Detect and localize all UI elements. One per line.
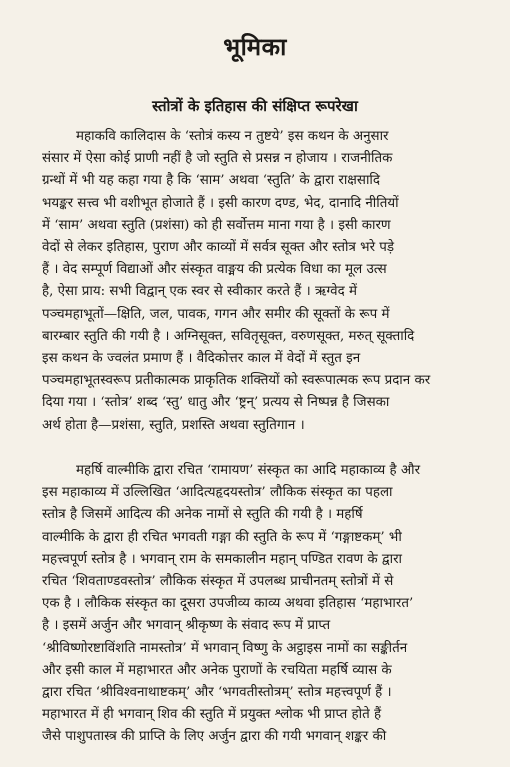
paragraph-line: अर्थ होता है—प्रशंसा, स्तुति, प्रशस्ति अथवा स्तुतिगान । xyxy=(42,417,305,433)
paragraph-line: है । इसमें अर्जुन और भगवान् श्रीकृष्ण के संवाद रूप में प्राप्त xyxy=(42,618,331,634)
paragraph-line: महाभारत में ही भगवान् शिव की स्तुति में प्रयुक्त श्लोक भी प्राप्त होते हैं xyxy=(42,707,382,723)
paragraph-line: और इसी काल में महाभारत और अनेक पुराणों के रचयिता महर्षि व्यास के xyxy=(42,662,392,678)
paragraph-line: ‘श्रीविष्णोरष्टाविंशति नामस्तोत्र’ में भगवान् विष्णु के अट्ठाइस नामों का सङ्कीर्तन xyxy=(42,640,408,656)
paragraph-line: जैसे पाशुपतास्त्र की प्राप्ति के लिए अर्जुन द्वारा की गयी भगवान् शङ्कर की xyxy=(42,729,387,745)
paragraph-line: है, ऐसा प्राय: सभी विद्वान् एक स्वर से स्वीकार करते हैं । ऋग्वेद में xyxy=(42,284,357,300)
paragraph-line: ग्रन्थों में भी यह कहा गया है कि ‘साम’ अथवा ‘स्तुति’ के द्वारा राक्षसादि xyxy=(42,173,380,189)
paragraph-line: बारम्बार स्तुति की गयी है । अग्निसूक्त, सवितृसूक्त, वरुणसूक्त, मरुत् सूक्तादि xyxy=(42,328,415,344)
paragraph-2 xyxy=(42,460,490,749)
paragraph-line: पञ्चमहाभूतों—क्षिति, जल, पावक, गगन और समीर की सूक्तों के रूप में xyxy=(42,306,390,322)
paragraph-line: में ‘साम’ अथवा स्तुति (प्रशंसा) को ही सर्वोत्तम माना गया है । इसी कारण xyxy=(42,217,391,233)
paragraph-line: पञ्चमहाभूतस्वरूप प्रतीकात्मक प्राकृतिक शक्तियों को स्वरूपात्मक रूप प्रदान कर xyxy=(42,373,431,389)
paragraph-line: वेदों से लेकर इतिहास, पुराण और काव्यों में सर्वत्र सूक्त और स्तोत्र भरे पड़े xyxy=(42,240,395,256)
paragraph-line: भयङ्कर सत्त्व भी वशीभूत होजाते हैं । इसी कारण दण्ड, भेद, दानादि नीतियों xyxy=(42,195,399,211)
paragraph-line: इस कथन के ज्वलंत प्रमाण हैं । वैदिकोत्तर काल में वेदों में स्तुत इन xyxy=(42,351,361,367)
paragraph-line: द्वारा रचित ‘श्रीविश्वनाथाष्टकम्’ और ‘भगवतीस्तोत्रम्’ स्तोत्र महत्त्वपूर्ण हैं । xyxy=(42,685,392,701)
paragraph-line: एक है । लौकिक संस्कृत का दूसरा उपजीव्य काव्य अथवा इतिहास ‘महाभारत’ xyxy=(42,596,414,612)
paragraph-line: हैं । वेद सम्पूर्ण विद्याओं और संस्कृत वाङ्मय की प्रत्येक विधा का मूल उत्स xyxy=(42,262,387,278)
paragraph-line: स्तोत्र है जिसमें आदित्य की अनेक नामों से स्तुति की गयी है । महर्षि xyxy=(42,507,363,523)
paragraph-line: वाल्मीकि के द्वारा ही रचित भगवती गङ्गा की स्तुति के रूप में ‘गङ्गाष्टकम्’ भी xyxy=(42,529,402,545)
paragraph-line: दिया गया । ‘स्तोत्र’ शब्द ‘स्तु’ धातु और ‘ष्ट्रन्’ प्रत्यय से निष्पन्न है जिसका xyxy=(42,395,390,411)
paragraph-line: महाकवि कालिदास के ‘स्तोत्रं कस्य न तुष्टये’ इस कथन के अनुसार xyxy=(76,129,389,144)
paragraph-line: रचित ‘शिवताण्डवस्तोत्र’ लौकिक संस्कृत में उपलब्ध प्राचीनतम् स्तोत्रों में से xyxy=(42,574,394,590)
paragraph-1 xyxy=(42,126,490,437)
paragraph-line: महत्त्वपूर्ण स्तोत्र है । भगवान् राम के समकालीन महान् पण्डित रावण के द्वारा xyxy=(42,551,403,567)
paragraph-line: संसार में ऐसा कोई प्राणी नहीं है जो स्तुति से प्रसन्न न होजाय । राजनीतिक xyxy=(42,151,393,167)
page-title: भूमिका xyxy=(223,32,287,61)
paragraph-line: इस महाकाव्य में उल्लिखित ‘आदित्यहृदयस्तोत्र’ लौकिक संस्कृत का पहला xyxy=(42,485,393,501)
paragraph-line: महर्षि वाल्मीकि द्वारा रचित ‘रामायण’ संस्कृत का आदि महाकाव्य है और xyxy=(76,463,421,478)
section-heading: स्तोत्रों के इतिहास की संक्षिप्त रूपरेखा xyxy=(152,97,358,115)
